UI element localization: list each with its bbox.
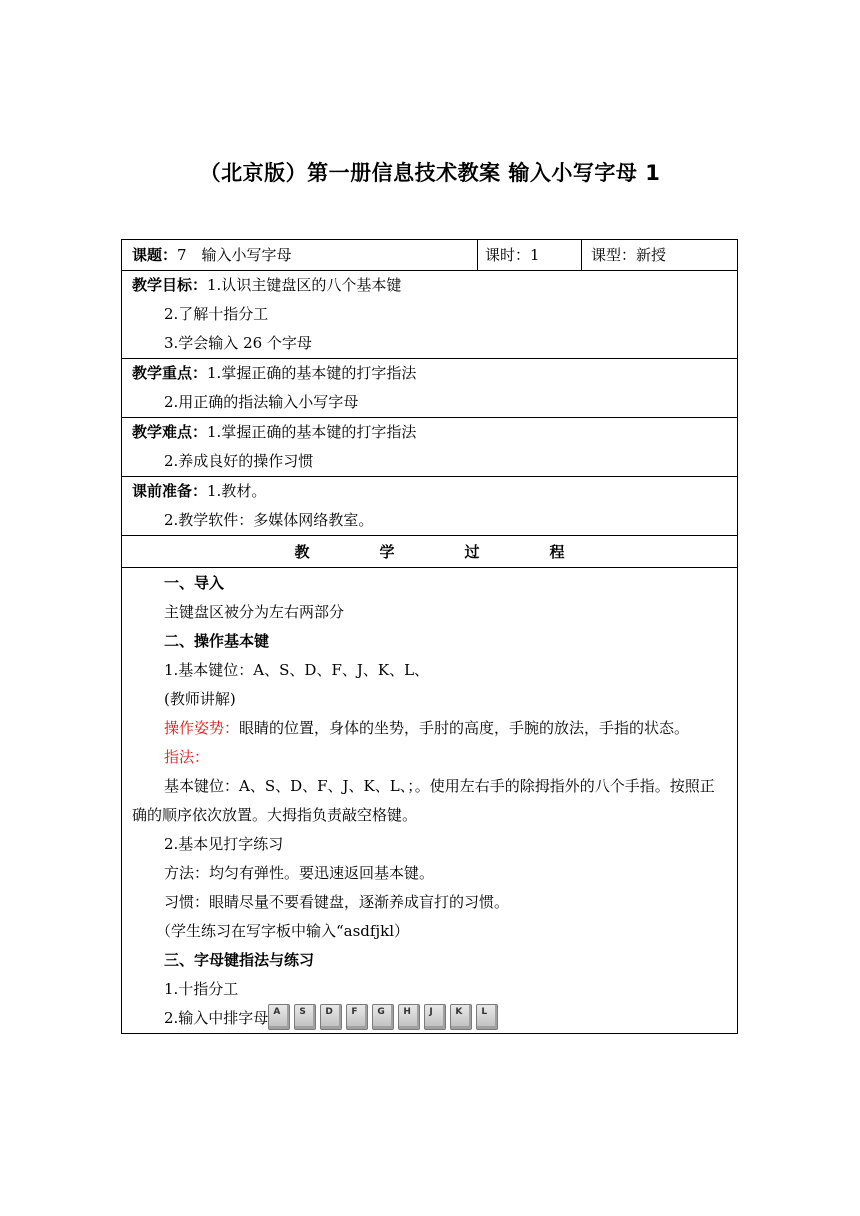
objective-item: 2.了解十指分工: [164, 305, 269, 323]
topic-cell: [122, 240, 478, 270]
key-icon: F: [346, 1004, 368, 1030]
key-icon: K: [450, 1004, 472, 1030]
key-icon: S: [294, 1004, 316, 1030]
process-heading-char: 学: [379, 543, 395, 561]
section-heading: 二、操作基本键: [164, 632, 270, 650]
preparation-row: [122, 476, 737, 535]
lesson-plan-table: [121, 239, 738, 1034]
difficulties-row: [122, 417, 737, 476]
document-title: （北京版）第一册信息技术教案 输入小写字母 1: [199, 161, 661, 185]
key-icon: G: [372, 1004, 394, 1030]
middle-row-text: 2.输入中排字母: [164, 1009, 269, 1027]
type-cell: 课型：新授: [591, 246, 667, 264]
key-points-label: 教学重点：: [132, 364, 208, 382]
difficulty-item: 1.掌握正确的基本键的打字指法: [207, 423, 417, 441]
keyboard-keys-image: [268, 1004, 502, 1030]
practice-note: （学生练习在写字板中输入“asdfjkl）: [156, 922, 410, 940]
key-icon: H: [398, 1004, 420, 1030]
practice-item: 2.基本见打字练习: [164, 835, 284, 853]
objective-item: 1.认识主键盘区的八个基本键: [207, 276, 402, 294]
basic-keys-text: 1.基本键位：A、S、D、F、J、K、L、: [164, 661, 430, 679]
objectives-label: 教学目标：: [132, 276, 208, 294]
key-point-item: 2.用正确的指法输入小写字母: [164, 393, 359, 411]
key-points-row: [122, 358, 737, 417]
posture-text: 眼睛的位置，身体的坐势，手肘的高度，手腕的放法，手指的状态。: [239, 719, 690, 737]
hours-cell: 课时：1: [478, 240, 582, 270]
process-heading-row: [122, 535, 737, 567]
key-icon: D: [320, 1004, 342, 1030]
difficulties-label: 教学难点：: [132, 423, 208, 441]
habit-text: 习惯：眼睛尽量不要看键盘，逐渐养成盲打的习惯。: [164, 893, 510, 911]
objectives-row: [122, 270, 737, 358]
objective-item: 3.学会输入 26 个字母: [164, 334, 312, 352]
preparation-label: 课前准备：: [132, 482, 208, 500]
section-heading: 一、导入: [164, 574, 225, 592]
key-icon: A: [268, 1004, 290, 1030]
section-heading: 三、字母键指法与练习: [164, 951, 315, 969]
topic-value: 7 输入小写字母: [177, 246, 292, 264]
posture-paragraph: [122, 714, 737, 743]
fingering-paragraph: 基本键位：A、S、D、F、J、K、L、；。使用左右手的除拇指外的八个手指。按照正确的顺序依次放置。大拇指负责敲空格键。: [132, 777, 715, 824]
method-text: 方法：均匀有弹性。要迅速返回基本键。: [164, 864, 435, 882]
key-point-item: 1.掌握正确的基本键的打字指法: [207, 364, 417, 382]
process-content: [122, 567, 737, 1033]
middle-row-item: [122, 1004, 737, 1033]
header-row: [122, 240, 737, 270]
posture-label: 操作姿势：: [164, 719, 240, 737]
preparation-item: 1.教材。: [207, 482, 267, 500]
teacher-note: (教师讲解): [164, 690, 236, 708]
process-heading-char: 过: [464, 543, 480, 561]
topic-label: 课题：: [132, 246, 178, 264]
section-text: 主键盘区被分为左右两部分: [164, 603, 345, 621]
process-heading-char: 程: [549, 543, 565, 561]
difficulty-item: 2.养成良好的操作习惯: [164, 452, 314, 470]
key-icon: J: [424, 1004, 446, 1030]
ten-finger-item: 1.十指分工: [164, 980, 239, 998]
key-icon: L: [476, 1004, 498, 1030]
process-heading-char: 教: [294, 543, 310, 561]
preparation-item: 2.教学软件：多媒体网络教室。: [164, 511, 374, 529]
fingering-label: 指法：: [164, 748, 210, 766]
